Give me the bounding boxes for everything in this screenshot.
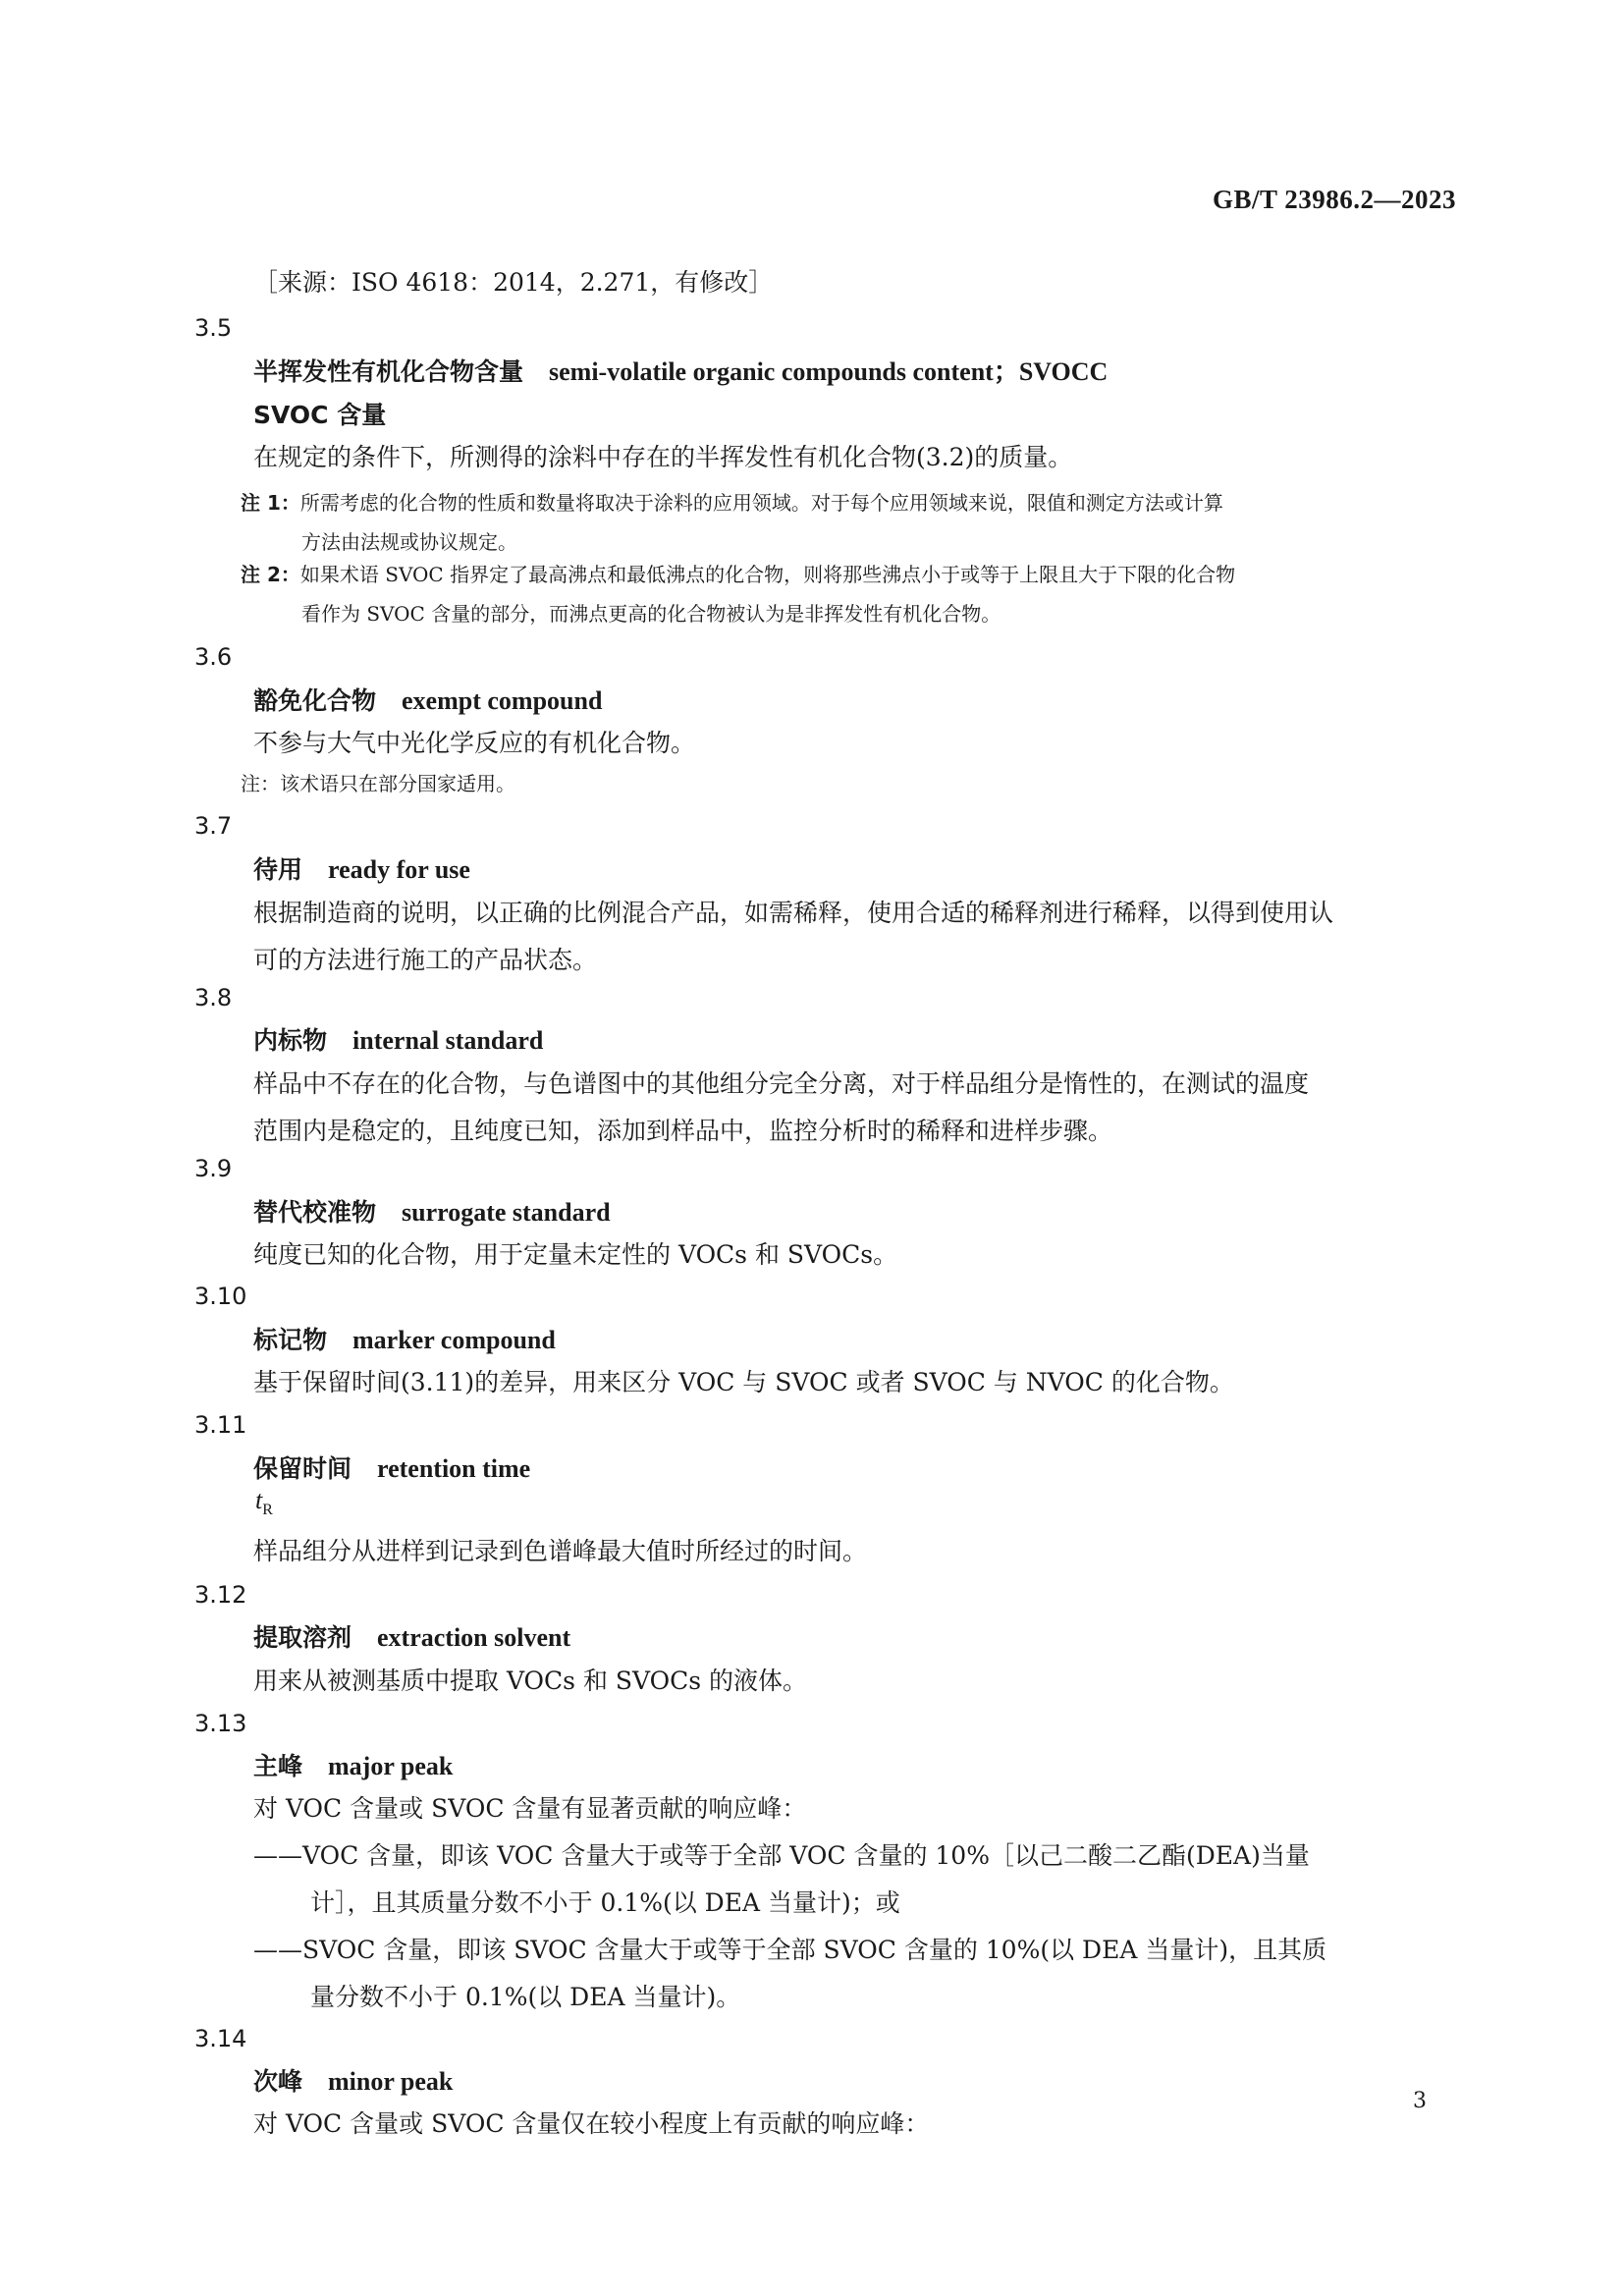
clause-number: 3.8 [194, 984, 233, 1011]
definition: 对 VOC 含量或 SVOC 含量仅在较小程度上有贡献的响应峰： [253, 2109, 930, 2138]
note: 注：该术语只在部分国家适用。 [241, 772, 515, 795]
definition-line: 可的方法进行施工的产品状态。 [253, 946, 598, 974]
term-en: exempt compound [402, 686, 603, 715]
clause-number: 3.9 [194, 1155, 233, 1182]
term-heading [253, 1449, 530, 1485]
definition-line: 样品中不存在的化合物，与色谱图中的其他组分完全分离，对于样品组分是惰性的，在测试的温度 [253, 1069, 1310, 1098]
term-symbol: $t_R$ [255, 1486, 273, 1519]
term-zh: 待用 [253, 855, 303, 884]
definition: 样品组分从进样到记录到色谱峰最大值时所经过的时间。 [253, 1537, 868, 1565]
term-zh: 半挥发性有机化合物含量 [253, 357, 524, 386]
term-heading [253, 1021, 543, 1057]
term-en: internal standard [352, 1026, 544, 1055]
definition: 基于保留时间(3.11)的差异，用来区分 VOC 与 SVOC 或者 SVOC 与 NVOC 的化合物。 [253, 1368, 1234, 1396]
term-zh: 豁免化合物 [253, 686, 377, 715]
term-zh: 提取溶剂 [253, 1623, 352, 1652]
note-text-cont: 看作为 SVOC 含量的部分，而沸点更高的化合物被认为是非挥发性有机化合物。 [301, 602, 1001, 626]
clause-number: 3.10 [194, 1283, 247, 1310]
list-item-line-cont: 计］，且其质量分数不小于 0.1%(以 DEA 当量计)；或 [310, 1888, 900, 1917]
term-heading [253, 1618, 570, 1654]
term-symbol-sub: R [262, 1502, 273, 1519]
definition [253, 890, 1456, 984]
page-number: 3 [1413, 2089, 1427, 2113]
term-heading [253, 352, 1108, 388]
note-label: 注 2： [241, 563, 300, 586]
clause-number: 3.12 [194, 1581, 247, 1609]
term-heading [253, 2062, 453, 2098]
term-alt: SVOC 含量 [253, 401, 387, 429]
definition: 在规定的条件下，所测得的涂料中存在的半挥发性有机化合物(3.2)的质量。 [253, 443, 1073, 471]
term-en: major peak [328, 1752, 454, 1780]
list-item [253, 1832, 1456, 1927]
definition-line: 根据制造商的说明，以正确的比例混合产品，如需稀释，使用合适的稀释剂进行稀释，以得到使用认 [253, 899, 1334, 927]
definition [253, 1061, 1456, 1155]
definition: 纯度已知的化合物，用于定量未定性的 VOCs 和 SVOCs。 [253, 1240, 898, 1269]
term-zh: 标记物 [253, 1326, 328, 1354]
note [241, 483, 1458, 562]
term-heading [253, 1321, 556, 1356]
definition: 用来从被测基质中提取 VOCs 和 SVOCs 的液体。 [253, 1667, 808, 1695]
term-heading [253, 682, 602, 717]
term-en: surrogate standard [402, 1198, 611, 1227]
term-zh: 替代校准物 [253, 1198, 377, 1227]
list-item-line-cont: 量分数不小于 0.1%(以 DEA 当量计)。 [310, 1983, 741, 2011]
term-en: extraction solvent [377, 1623, 571, 1652]
term-heading [253, 1193, 611, 1229]
note [241, 555, 1458, 633]
term-en: retention time [377, 1454, 531, 1483]
term-heading [253, 850, 470, 886]
note-label: 注 1： [241, 491, 300, 515]
note-text: 所需考虑的化合物的性质和数量将取决于涂料的应用领域。对于每个应用领域来说，限值和测定方法或计算 [299, 491, 1223, 515]
clause-number: 3.6 [194, 643, 233, 671]
term-en: minor peak [328, 2067, 454, 2096]
clause-number: 3.11 [194, 1411, 247, 1439]
term-en: ready for use [328, 855, 470, 884]
list-item-line: ——VOC 含量，即该 VOC 含量大于或等于全部 VOC 含量的 10%［以己二酸二乙酯(DEA)当量 [253, 1841, 1310, 1870]
term-zh: 内标物 [253, 1026, 328, 1055]
clause-number: 3.7 [194, 812, 233, 840]
standard-code: GB/T 23986.2—2023 [1212, 185, 1456, 214]
clause-number: 3.14 [194, 2025, 247, 2052]
definition: 不参与大气中光化学反应的有机化合物。 [253, 729, 696, 757]
definition: 对 VOC 含量或 SVOC 含量有显著贡献的响应峰： [253, 1794, 807, 1823]
list-item-line: ——SVOC 含量，即该 SVOC 含量大于或等于全部 SVOC 含量的 10%(以 DEA 当量计)，且其质 [253, 1936, 1327, 1964]
term-zh: 保留时间 [253, 1454, 352, 1483]
note-text: 如果术语 SVOC 指界定了最高沸点和最低沸点的化合物，则将那些沸点小于或等于上限且大于下限的化合物 [299, 563, 1236, 586]
term-heading [253, 1747, 453, 1782]
term-zh: 次峰 [253, 2067, 303, 2096]
list-item [253, 1927, 1456, 2021]
clause-number: 3.5 [194, 314, 233, 342]
definition-line: 范围内是稳定的，且纯度已知，添加到样品中，监控分析时的稀释和进样步骤。 [253, 1117, 1113, 1145]
note-text-cont: 方法由法规或协议规定。 [301, 530, 517, 554]
clause-number: 3.13 [194, 1710, 247, 1737]
term-en: marker compound [352, 1326, 556, 1354]
term-zh: 主峰 [253, 1752, 303, 1780]
source-reference: ［来源：ISO 4618：2014，2.271，有修改］ [253, 268, 774, 297]
term-en: semi-volatile organic compounds content；SVOCC [549, 357, 1109, 386]
